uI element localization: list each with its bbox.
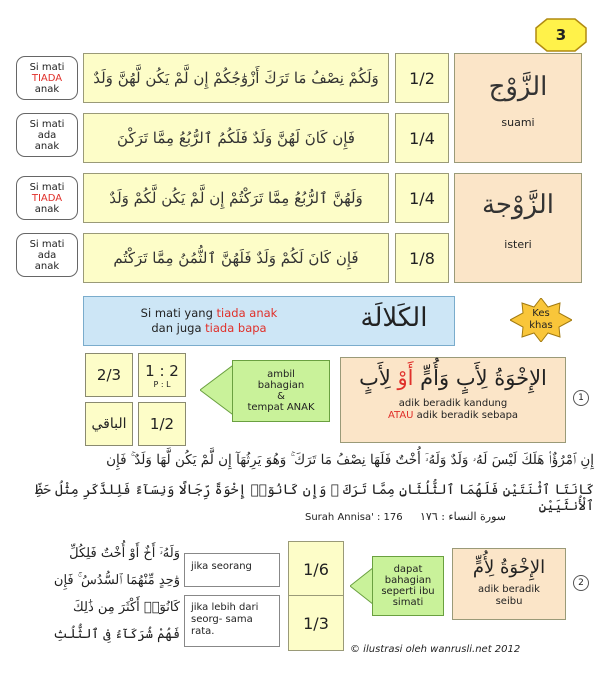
share-two-thirds: 2/3 [85,353,133,397]
share-fraction: 1/4 [395,173,449,223]
section-number: 1 [573,390,589,406]
heir-box-husband [454,53,582,163]
share-ratio: 1 : 2 P : L [138,353,186,397]
share-third: 1/3 [288,595,344,651]
section-number: 2 [573,575,589,591]
heir-arabic: الإِخْوَةُ لِأُمٍّ [472,557,546,578]
ayah-line: كَانَتَا ٱثْنَتَيْنِ فَلَهُمَا ٱلثُّلُثَانِ مِمَّا تَرَكَ ۚ وَإِن كَانُوٓا۟ إِخْوَةً رِّجَالًا وَنِسَآءً فَلِلذَّكَرِ مِثْلُ حَظِّ ٱلْأُنثَيَيْنِ [35,482,594,514]
status-pill: Si mati TIADA anak [16,176,78,220]
heir-box-wife [454,173,582,283]
share-fraction: 1/4 [395,113,449,163]
page-number: 3 [555,26,567,44]
ayah-line: إِنِ ٱمْرُؤٌا۟ هَلَكَ لَيْسَ لَهُۥ وَلَدٌ وَلَهُۥٓ أُخْتٌ فَلَهَا نِصْفُ مَا تَرَكَ ۚ وَهُوَ يَرِثُهَآ إِن لَّمْ يَكُن لَّهَا وَلَدٌ ۚ فَإِن [106,452,594,468]
heir-arabic: الزَّوْج [488,72,548,102]
share-half: 1/2 [138,402,186,446]
heir-malay: adik beradik kandung ATAU adik beradik sebapa [387,398,519,421]
status-pill: Si mati TIADA anak [16,56,78,100]
quran-verse: وَلَكُمْ نِصْفُ مَا تَرَكَ أَزْوَٰجُكُمْ إِن لَّمْ يَكُن لَّهُنَّ وَلَدٌ [83,53,389,103]
heir-box-full-siblings [340,357,566,443]
heir-malay: suami [501,116,535,129]
heir-box-maternal-siblings [452,548,566,620]
section1-note: ambil bahagian & tempat ANAK [232,360,330,422]
section2-note: dapat bahagian seperti ibu simati [372,556,444,616]
surah-reference-arabic: سورة النساء : ١٧٦ [420,510,506,523]
kes-khas-label: Kes khas [529,308,553,331]
heir-malay: adik beradik seibu [478,584,540,607]
share-fraction: 1/8 [395,233,449,283]
heir-arabic: الزَّوْجة [481,190,555,220]
surah-reference: Surah Annisa' : 176 [305,512,403,523]
quran-verse: فَإِن كَانَ لَهُنَّ وَلَدٌ فَلَكُمُ ٱلرُّبُعُ مِمَّا تَرَكْنَ [83,113,389,163]
case-multiple: jika lebih dari seorg- sama rata. [184,595,280,647]
share-remainder: الباقي [85,402,133,446]
share-sixth: 1/6 [288,541,344,597]
kalalah-definition: Si mati yang tiada anak dan juga tiada bapa [140,306,278,335]
status-pill: Si mati ada anak [16,233,78,277]
quran-verse: وَلَهُنَّ ٱلرُّبُعُ مِمَّا تَرَكْتُمْ إِن لَّمْ يَكُن لَّكُمْ وَلَدٌ [83,173,389,223]
kalalah-banner [83,296,455,346]
credit-line: © ilustrasi oleh wanrusli.net 2012 [350,644,521,655]
heir-arabic: الإِخْوَةُ لِأَبٍ وَأُمٍّ أَوْ لِأَبٍ [359,366,547,390]
heir-malay: isteri [504,238,532,251]
status-pill: Si mati ada anak [16,113,78,157]
share-fraction: 1/2 [395,53,449,103]
quran-verse: فَإِن كَانَ لَكُمْ وَلَدٌ فَلَهُنَّ ٱلثُّمُنُ مِمَّا تَرَكْتُم [83,233,389,283]
kalalah-arabic: الكَلالَة [360,303,428,333]
ayah-block: وَلَهُۥٓ أَخٌ أَوْ أُخْتٌ فَلِكُلِّ وَٰحِدٍ مِّنْهُمَا ٱلسُّدُسُ ۚ فَإِن كَانُوٓا۟ أَكْثَرَ مِن ذَٰلِكَ فَهُمْ شُرَكَآءُ فِى ٱلثُّلُثِ [53,546,180,642]
case-single: jika seorang [184,553,280,587]
